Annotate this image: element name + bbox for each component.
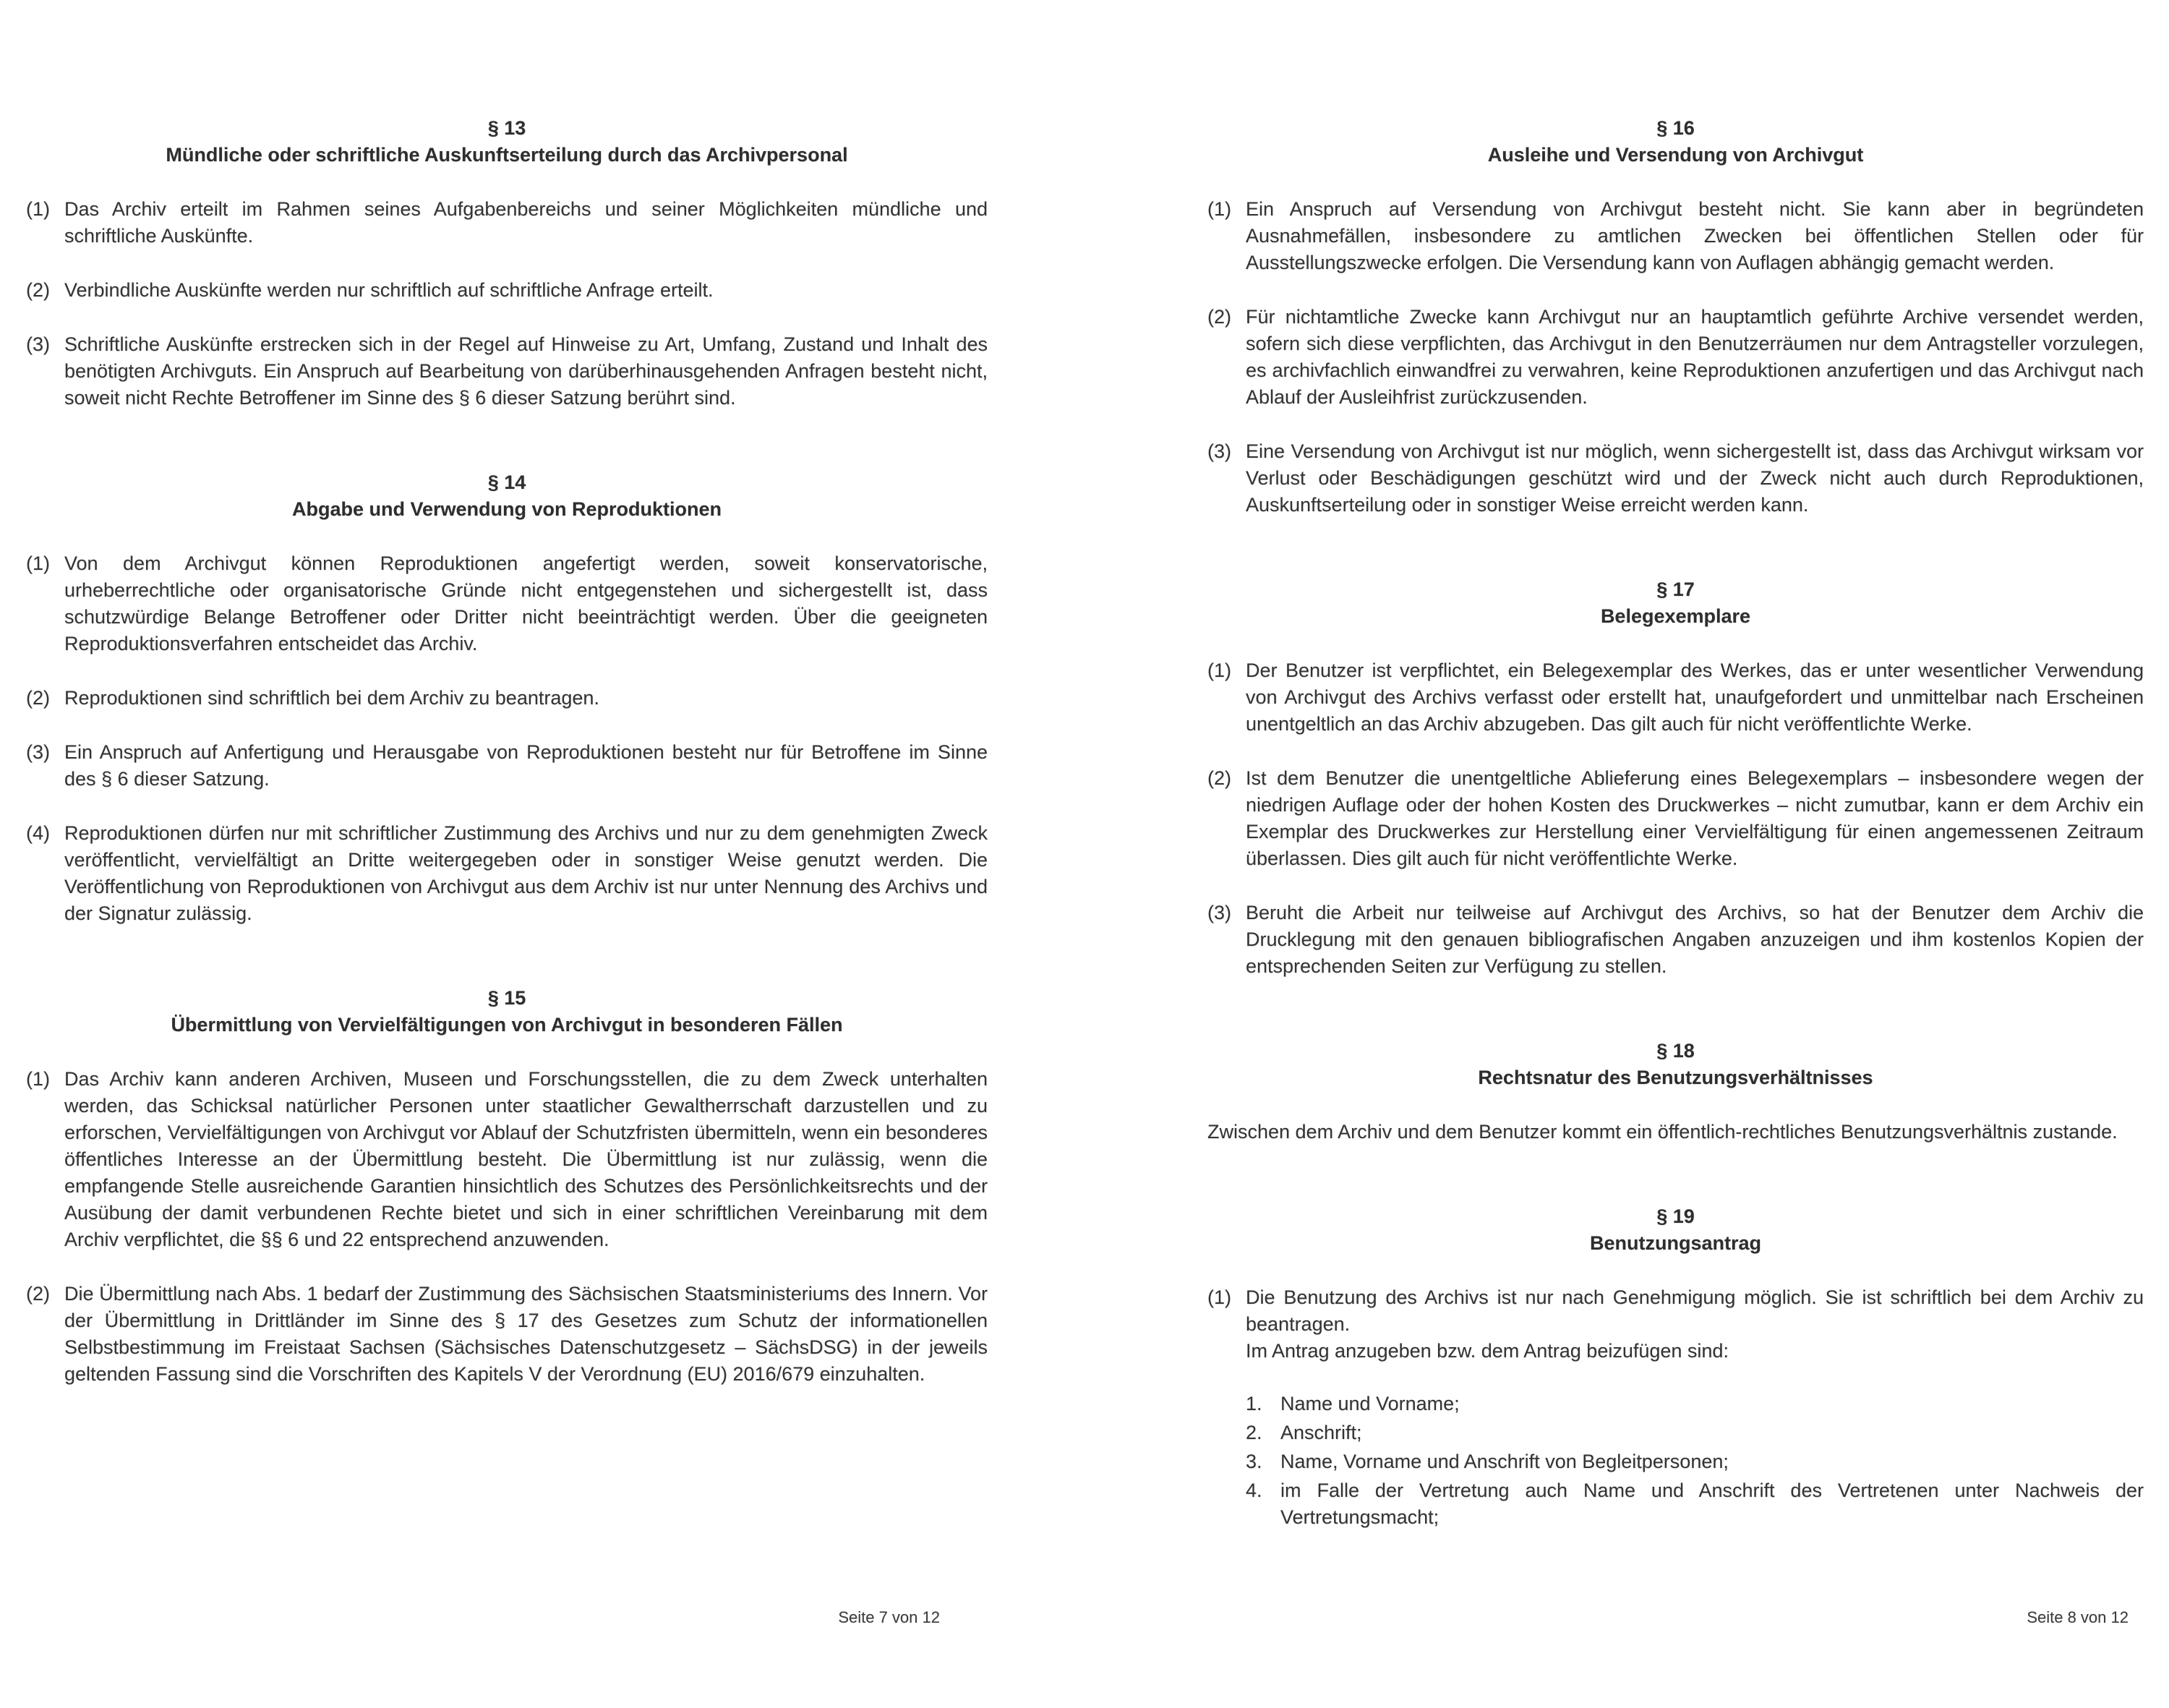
list-item-4	[1246, 1477, 2144, 1531]
paragraph-14-4-text: Reproduktionen dürfen nur mit schriftlicher Zustimmung des Archivs und nur zu dem genehmigten Zweck veröffentlicht, vervielfältigt an Dritte weitergegeben oder in sonstiger Weise genutzt werden. Die Veröffentlichung von Reproduktionen von Archivgut aus dem Archiv ist nur unter Nennung des Archivs und der Signatur zulässig.	[64, 822, 988, 924]
paragraph-16-2	[1207, 304, 2144, 411]
page-7-footer: Seite 7 von 12	[838, 1608, 940, 1626]
application-requirements-list	[1246, 1391, 2144, 1531]
paragraph-13-2-text: Verbindliche Auskünfte werden nur schriftlich auf schriftliche Anfrage erteilt.	[64, 279, 714, 301]
paragraph-19-1-text: Die Benutzung des Archivs ist nur nach Genehmigung möglich. Sie ist schriftlich bei dem Archiv zu beantragen.	[1246, 1286, 2144, 1335]
paragraph-17-1-text: Der Benutzer ist verpflichtet, ein Belegexemplar des Werkes, das er unter wesentlicher Verwendung von Archivgut des Archivs verfasst oder erstellt hat, unaufgefordert und unmittelbar nach Erscheinen unentgeltlich an das Archiv abzugeben. Das gilt auch für nicht veröffentlichte Werke.	[1246, 659, 2144, 735]
list-item-4-number: 4.	[1246, 1479, 1262, 1501]
section-15-title: Übermittlung von Vervielfältigungen von Archivgut in besonderen Fällen	[171, 1014, 843, 1036]
section-16-title: Ausleihe und Versendung von Archivgut	[1487, 144, 1864, 166]
list-item-1	[1246, 1391, 2144, 1417]
section-16-number: § 16	[1656, 117, 1695, 139]
paragraph-15-1-number: (1)	[26, 1068, 50, 1090]
section-14-number: § 14	[487, 471, 526, 493]
paragraph-16-1-text: Ein Anspruch auf Versendung von Archivgut besteht nicht. Sie kann aber in begründeten Ausnahmefällen, insbesondere zu amtlichen Zwecken bei öffentlichen Stellen oder für Ausstellungszwecke erfolgen. Die Versendung kann von Auflagen abhängig gemacht werden.	[1246, 198, 2144, 273]
paragraph-13-2-number: (2)	[26, 279, 50, 301]
section-19-number: § 19	[1656, 1205, 1695, 1227]
list-item-4-text: im Falle der Vertretung auch Name und Anschrift des Vertretenen unter Nachweis der Vertretungsmacht;	[1280, 1479, 2144, 1528]
paragraph-14-3-text: Ein Anspruch auf Anfertigung und Herausgabe von Reproduktionen besteht nur für Betroffene im Sinne des § 6 dieser Satzung.	[64, 741, 988, 790]
paragraph-17-3-text: Beruht die Arbeit nur teilweise auf Archivgut des Archivs, so hat der Benutzer dem Archiv die Drucklegung mit den genauen bibliografischen Angaben anzuzeigen und ihm kostenlos Kopien der entsprechenden Seiten zur Verfügung zu stellen.	[1246, 902, 2144, 977]
paragraph-17-2	[1207, 765, 2144, 872]
paragraph-14-3	[26, 739, 988, 793]
section-15-heading	[26, 985, 988, 1038]
paragraph-13-3-text: Schriftliche Auskünfte erstrecken sich in der Regel auf Hinweise zu Art, Umfang, Zustand und Inhalt des benötigten Archivguts. Ein Anspruch auf Bearbeitung von darüberhinausgehenden Anfragen besteht nicht, soweit nicht Rechte Betroffener im Sinne des § 6 dieser Satzung berührt sind.	[64, 333, 988, 409]
section-13-heading	[26, 115, 988, 168]
paragraph-18-body-text: Zwischen dem Archiv und dem Benutzer kommt ein öffentlich-rechtliches Benutzungsverhältnis zustande.	[1207, 1121, 2118, 1143]
section-15-number: § 15	[487, 987, 526, 1009]
paragraph-13-3	[26, 331, 988, 411]
paragraph-15-2-text: Die Übermittlung nach Abs. 1 bedarf der Zustimmung des Sächsischen Staatsministeriums des Innern. Vor der Übermittlung in Drittländer im Sinne des § 17 des Gesetzes zum Schutz der informationellen Selbstbestimmung im Freistaat Sachsen (Sächsisches Datenschutzgesetz – SächsDSG) in der jeweils geltenden Fassung sind die Vorschriften des Kapitels V der Verordnung (EU) 2016/679 einzuhalten.	[64, 1283, 988, 1385]
paragraph-17-2-number: (2)	[1207, 767, 1231, 789]
paragraph-15-1-text: Das Archiv kann anderen Archiven, Museen und Forschungsstellen, die zu dem Zweck unterhalten werden, das Schicksal natürlicher Personen unter staatlicher Gewaltherrschaft darzustellen und zu erforschen, Vervielfältigungen von Archivgut vor Ablauf der Schutzfristen übermitteln, wenn ein besonderes öffentliches Interesse an der Übermittlung besteht. Die Übermittlung ist nur zulässig, wenn die empfangende Stelle ausreichende Garantien hinsichtlich des Schutzes des Persönlichkeitsrechts und der Ausübung der damit verbundenen Rechte bietet und sich in einer schriftlichen Vereinbarung mit dem Archiv verpflichtet, die §§ 6 und 22 entsprechend anzuwenden.	[64, 1068, 988, 1250]
paragraph-16-3-number: (3)	[1207, 440, 1231, 462]
section-17-heading	[1207, 576, 2144, 630]
paragraph-16-1-number: (1)	[1207, 198, 1231, 220]
list-item-3	[1246, 1448, 2144, 1475]
paragraph-17-2-text: Ist dem Benutzer die unentgeltliche Ablieferung eines Belegexemplars – insbesondere wegen der niedrigen Auflage oder der hohen Kosten des Druckwerkes – nicht zumutbar, kann er dem Archiv ein Exemplar des Druckwerkes zur Herstellung einer Vervielfältigung für einen angemessenen Zeitraum überlassen. Dies gilt auch für nicht veröffentlichte Werke.	[1246, 767, 2144, 869]
page-8	[1207, 0, 2144, 1708]
paragraph-14-2-text: Reproduktionen sind schriftlich bei dem Archiv zu beantragen.	[64, 687, 599, 709]
list-item-2-text: Anschrift;	[1280, 1422, 1362, 1443]
paragraph-16-2-text: Für nichtamtliche Zwecke kann Archivgut nur an hauptamtlich geführte Archive versendet werden, sofern sich diese verpflichten, das Archivgut in den Benutzerräumen nur dem Antragsteller vorzulegen, es archivfachlich einwandfrei zu verwahren, keine Reproduktionen anzufertigen und das Archivgut nach Ablauf der Ausleihfrist zurückzusenden.	[1246, 306, 2144, 408]
paragraph-16-2-number: (2)	[1207, 306, 1231, 328]
paragraph-15-2	[26, 1281, 988, 1388]
paragraph-13-2	[26, 277, 988, 304]
section-18-heading	[1207, 1038, 2144, 1091]
list-item-2	[1246, 1419, 2144, 1446]
paragraph-13-3-number: (3)	[26, 333, 50, 355]
paragraph-16-3	[1207, 438, 2144, 518]
section-14-title: Abgabe und Verwendung von Reproduktionen	[291, 498, 722, 520]
section-16-heading	[1207, 115, 2144, 168]
paragraph-15-1	[26, 1066, 988, 1253]
section-18-number: § 18	[1656, 1040, 1695, 1062]
section-13-number: § 13	[487, 117, 526, 139]
list-item-3-number: 3.	[1246, 1451, 1262, 1472]
list-item-1-text: Name und Vorname;	[1280, 1393, 1460, 1414]
paragraph-13-1	[26, 196, 988, 249]
section-17-number: § 17	[1656, 578, 1695, 600]
paragraph-14-2	[26, 685, 988, 712]
section-14-heading	[26, 469, 988, 523]
paragraph-14-1-number: (1)	[26, 552, 50, 574]
paragraph-17-1	[1207, 657, 2144, 738]
section-19-title: Benutzungsantrag	[1589, 1232, 1761, 1254]
list-item-2-number: 2.	[1246, 1422, 1262, 1443]
paragraph-14-3-number: (3)	[26, 741, 50, 763]
page-7	[26, 0, 988, 1708]
page-8-footer: Seite 8 von 12	[2027, 1608, 2129, 1626]
paragraph-16-3-text: Eine Versendung von Archivgut ist nur möglich, wenn sichergestellt ist, dass das Archivgut wirksam vor Verlust oder Beschädigungen geschützt wird und der Zweck nicht auch durch Reproduktionen, Auskunftserteilung oder in sonstiger Weise erreicht werden kann.	[1246, 440, 2144, 516]
section-17-title: Belegexemplare	[1600, 605, 1751, 627]
paragraph-14-4	[26, 820, 988, 927]
paragraph-17-3	[1207, 900, 2144, 980]
paragraph-14-2-number: (2)	[26, 687, 50, 709]
list-item-1-number: 1.	[1246, 1393, 1262, 1414]
section-19-heading	[1207, 1203, 2144, 1257]
paragraph-16-1	[1207, 196, 2144, 276]
paragraph-13-1-text: Das Archiv erteilt im Rahmen seines Aufgabenbereichs und seiner Möglichkeiten mündliche und schriftliche Auskünfte.	[64, 198, 988, 247]
paragraph-13-1-number: (1)	[26, 198, 50, 220]
list-item-3-text: Name, Vorname und Anschrift von Begleitpersonen;	[1280, 1451, 1729, 1472]
paragraph-14-1	[26, 550, 988, 657]
paragraph-19-1	[1207, 1284, 2144, 1531]
paragraph-18-body	[1207, 1119, 2144, 1145]
section-18-title: Rechtsnatur des Benutzungsverhältnisses	[1478, 1067, 1873, 1088]
paragraph-19-1-subline: Im Antrag anzugeben bzw. dem Antrag beizufügen sind:	[1246, 1340, 1729, 1362]
paragraph-14-4-number: (4)	[26, 822, 50, 844]
paragraph-14-1-text: Von dem Archivgut können Reproduktionen angefertigt werden, soweit konservatorische, urheberrechtliche oder organisatorische Gründe nicht entgegenstehen und sichergestellt ist, dass schutzwürdige Belange Betroffener oder Dritter nicht beeinträchtigt werden. Über die geeigneten Reproduktionsverfahren entscheidet das Archiv.	[64, 552, 988, 654]
paragraph-15-2-number: (2)	[26, 1283, 50, 1305]
section-13-title: Mündliche oder schriftliche Auskunftserteilung durch das Archivpersonal	[166, 144, 848, 166]
paragraph-17-1-number: (1)	[1207, 659, 1231, 681]
paragraph-17-3-number: (3)	[1207, 902, 1231, 923]
paragraph-19-1-number: (1)	[1207, 1286, 1231, 1308]
